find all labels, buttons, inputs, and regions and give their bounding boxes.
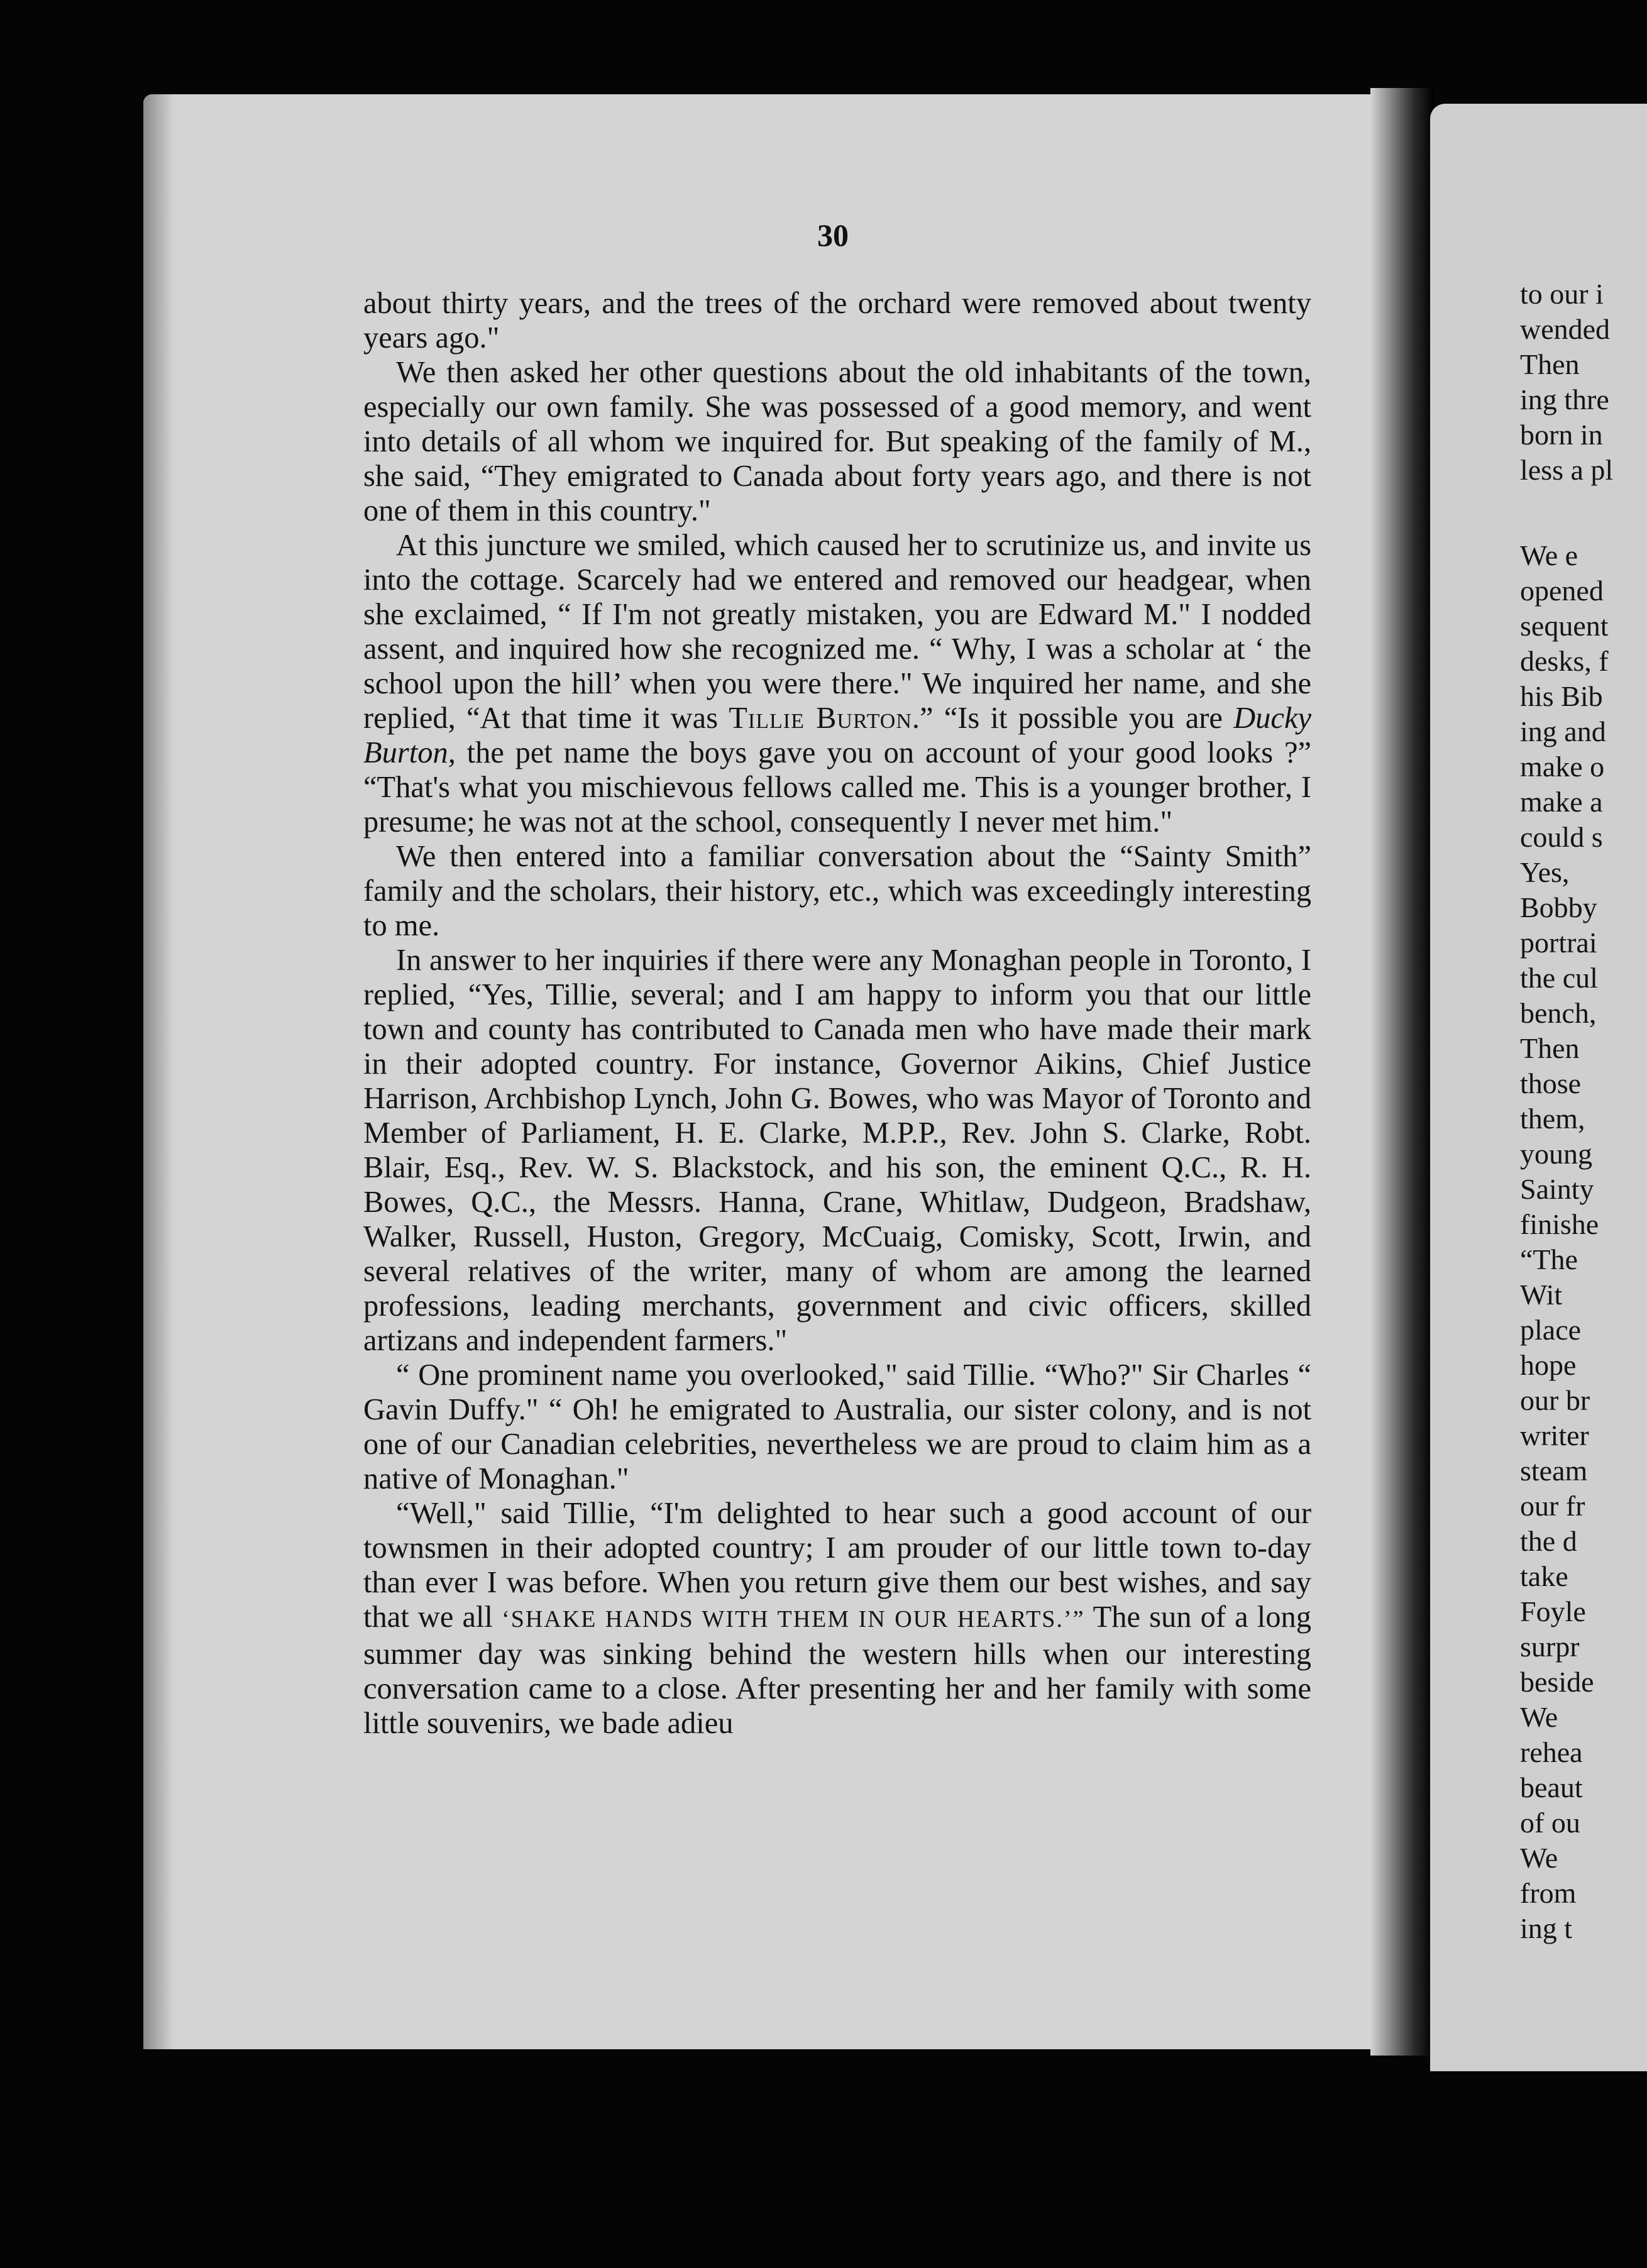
right-page-line: hope: [1520, 1349, 1577, 1381]
right-page-line: the cul: [1520, 962, 1598, 994]
right-page-line: of ou: [1520, 1807, 1580, 1839]
paragraph-7: [363, 1496, 1311, 1741]
right-page-line: young: [1520, 1138, 1592, 1170]
right-page-line: [1520, 488, 1647, 538]
right-page-line: bench,: [1520, 997, 1597, 1029]
right-page-line: our fr: [1520, 1490, 1585, 1522]
right-page-line: Bobby: [1520, 891, 1597, 923]
right-page-line: portrai: [1520, 927, 1597, 959]
right-page-line: Wit: [1520, 1279, 1563, 1311]
right-page-line: make a: [1520, 786, 1603, 818]
paragraph-4: We then entered into a familiar conversation about the “Sainty Smith” family and the scholars, their history, etc., which was exceedingly interesting to me.: [363, 840, 1311, 942]
right-page-line: Foyle: [1520, 1595, 1586, 1627]
right-page-line: steam: [1520, 1455, 1588, 1487]
right-page-line: writer: [1520, 1419, 1589, 1451]
paragraph-2: We then asked her other questions about the old inhabitants of the town, especially our own family. She was possessed of a good memory, and went into details of all whom we inquired for. But speaking of the family of M., she said, “They emigrated to Canada about forty years ago, and there is not one of them in this country.": [363, 356, 1311, 527]
shake-hands-phrase: ‘SHAKE HANDS WITH THEM IN OUR HEARTS.’”: [502, 1606, 1085, 1632]
right-page-line: born in: [1520, 419, 1603, 451]
paragraph-3-start: At this juncture we smiled, which caused her to scrutinize us, and invite us into the cottage. Scarcely had we entered and removed our headgear, when she exclaimed, “ If I'm not greatly mistaken, you are Edward M." I nodded assent, and inquired how she recognized me. “ Why, I was a scholar at ‘ the school upon the hill’ when you were there." We inquired her name, and she replied, “At that time it was: [363, 529, 1311, 735]
right-page-line: finishe: [1520, 1208, 1599, 1240]
paragraph-3-mid: .” “Is it possible you are: [912, 702, 1234, 735]
paragraph-6: “ One prominent name you overlooked," said Tillie. “Who?" Sir Charles “ Gavin Duffy." “ Oh! he emigrated to Australia, our sister colony, and is not one of our Canadian celebrities, nevertheless we are proud to claim him as a native of Monaghan.": [363, 1358, 1311, 1495]
right-page-line: place: [1520, 1314, 1582, 1346]
right-page-line: surpr: [1520, 1631, 1580, 1663]
right-page-line: Yes,: [1520, 856, 1570, 888]
right-page-line: make o: [1520, 751, 1605, 783]
right-page-line: sequent: [1520, 610, 1609, 642]
book-gutter: [1370, 88, 1433, 2056]
right-page-line: to our i: [1520, 278, 1604, 310]
right-page-line: We: [1520, 1701, 1558, 1733]
tillie-burton-name: Tillie Burton: [729, 702, 912, 735]
right-page-line: We e: [1520, 539, 1578, 571]
right-page-line: wended: [1520, 313, 1611, 345]
right-page-line: take: [1520, 1560, 1568, 1592]
right-page-line: Then: [1520, 1032, 1580, 1064]
right-page-line: We: [1520, 1842, 1558, 1874]
right-page-line: ing and: [1520, 715, 1606, 747]
right-page-line: the d: [1520, 1525, 1577, 1557]
page-number: 30: [817, 217, 849, 253]
paragraph-7-start: “Well," said Tillie, “I'm delighted to hear such a good account of our townsmen in their adopted country; I am prouder of our little town to-day than ever I was before. When you return give them our best wishes, and say that we all: [363, 1497, 1311, 1634]
paragraph-7-end: The sun of a long summer day was sinking behind the western hills when our interesting conversation came to a close. After presenting her and her family with some little souvenirs, we bade adieu: [363, 1600, 1311, 1740]
right-page-line: beside: [1520, 1666, 1594, 1698]
right-page-line: from: [1520, 1877, 1577, 1909]
right-page-line: ing t: [1520, 1912, 1573, 1944]
ducky-burton-name: Ducky Burton,: [363, 702, 1311, 769]
right-page-line: opened: [1520, 575, 1604, 607]
page-text: [363, 286, 1311, 1741]
paragraph-5: In answer to her inquiries if there were any Monaghan people in Toronto, I replied, “Yes, Tillie, several; and I am happy to inform you that our little town and county has contributed to Canada men who have made their mark in their adopted country. For instance, Governor Aikins, Chief Justice Harrison, Archbishop Lynch, John G. Bowes, who was Mayor of Toronto and Member of Parliament, H. E. Clarke, M.P.P., Rev. John S. Clarke, Robt. Blair, Esq., Rev. W. S. Blackstock, and his son, the eminent Q.C., R. H. Bowes, Q.C., the Messrs. Hanna, Crane, Whitlaw, Dudgeon, Bradshaw, Walker, Russell, Huston, Gregory, McCuaig, Comisky, Scott, Irwin, and several relatives of the writer, many of whom are among the learned professions, leading merchants, government and civic officers, skilled artizans and independent farmers.": [363, 944, 1311, 1357]
right-page-line: our br: [1520, 1384, 1590, 1416]
right-page-line: less a pl: [1520, 454, 1614, 486]
paragraph-3-end: the pet name the boys gave you on account of your good looks ?” “That's what you mischievous fellows called me. This is a younger brother, I presume; he was not at the school, consequently I never met him.": [363, 736, 1311, 839]
right-page-line: could s: [1520, 821, 1603, 853]
right-page-line: them,: [1520, 1103, 1585, 1135]
right-page-line: Then: [1520, 348, 1580, 380]
right-page-line: those: [1520, 1067, 1582, 1099]
left-page-edge: [143, 94, 174, 2049]
right-page-line: beaut: [1520, 1771, 1583, 1803]
right-page-line: Sainty: [1520, 1173, 1594, 1205]
paragraph-1: about thirty years, and the trees of the orchard were removed about twenty years ago.": [363, 287, 1311, 355]
paragraph-3: [363, 528, 1311, 839]
right-page-text: [1520, 277, 1647, 1946]
right-page-line: desks, f: [1520, 645, 1609, 677]
right-page-line: “The: [1520, 1243, 1578, 1275]
right-page-line: ing thre: [1520, 383, 1609, 416]
right-page-line: his Bib: [1520, 680, 1603, 712]
right-page-line: rehea: [1520, 1736, 1583, 1768]
